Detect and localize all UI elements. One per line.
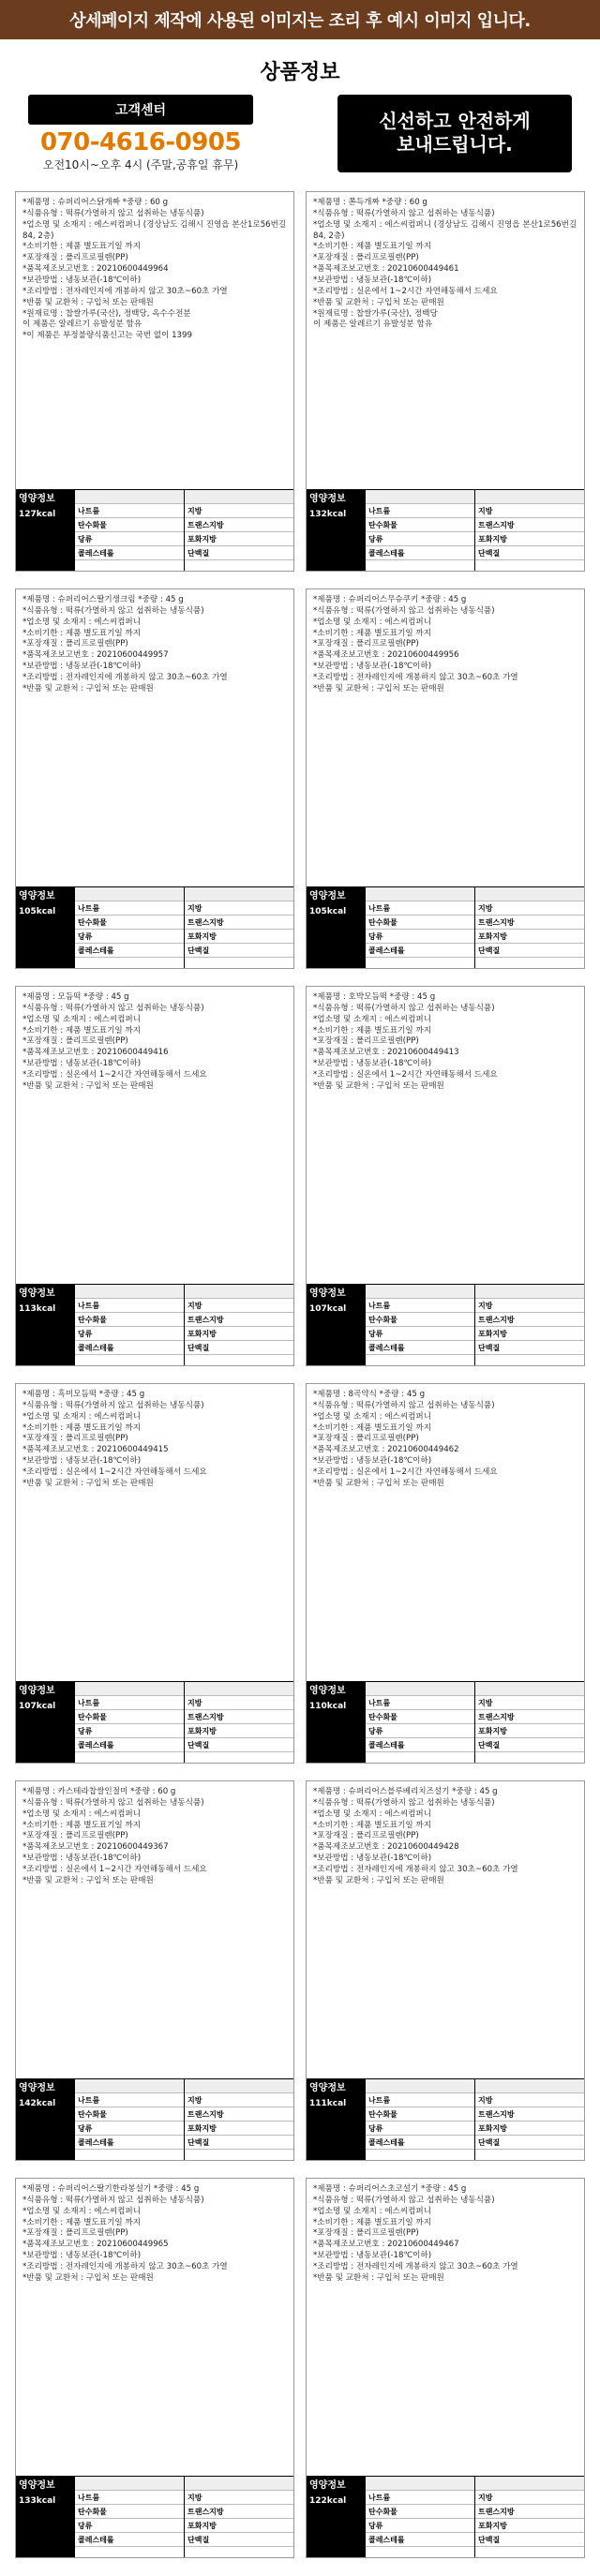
product-info-line: *포장재질 : 폴리프로필렌(PP) [313,639,419,649]
nutrition-row: 트랜스지방 [185,916,293,930]
product-info-line: *업소명 및 소재지 : 에스씨컴퍼니 [313,1809,432,1819]
nutrition-facts [307,2078,584,2160]
nutrition-row: 포화지방 [475,930,584,944]
nutrition-row: 당류 [75,2519,184,2533]
nutrition-row: 당류 [366,1724,474,1738]
nutrition-row: 콜레스테롤 [75,546,184,560]
product-name: *제품명 : 슈퍼리어스무슈쿠키 *중량 : 45 g [313,595,467,604]
product-info-line: *조리방법 : 전자레인지에 개봉하지 않고 30초~60초 가열 [313,1865,518,1875]
nutrition-row: 나트륨 [75,504,184,518]
product-info-line: *조리방법 : 전자레인지에 개봉하지 않고 30초~60초 가열 [22,673,228,683]
product-info-line: 이 제품은 알레르기 유발성분 함유 [22,320,142,330]
nutrition-row: 트랜스지방 [185,1313,293,1327]
nutrition-row: 포화지방 [185,930,293,944]
nutrition-row: 콜레스테롤 [75,2533,184,2547]
nutrition-row: 당류 [366,2122,474,2136]
nutrition-row: 트랜스지방 [475,1313,584,1327]
product-info-line: *업소명 및 소재지 : 에스씨컴퍼니 [22,2206,142,2216]
product-info-line: *반품 및 교환처 : 구입처 또는 판매원 [313,683,444,693]
nutrition-row: 탄수화물 [366,1710,474,1724]
cs-hours: 오전10시~오후 4시 (주말,공휴일 휴무) [42,158,239,171]
product-info-line: *보관방법 : 냉동보관(-18℃이하) [22,1059,142,1069]
nutrition-facts [16,1681,293,1763]
nutrition-row: 지방 [185,2491,293,2505]
product-info-line: *포장재질 : 폴리프로필렌(PP) [313,1434,419,1444]
page-title: 상품정보 [260,61,340,84]
product-info-line: *조리방법 : 실온에서 1~2시간 자연해동해서 드세요 [313,1467,498,1478]
nutrition-row: 트랜스지방 [475,518,584,532]
product-info-line: *식품유형 : 떡류(가열하지 않고 섭취하는 냉동식품) [313,208,495,218]
product-info-line: *식품유형 : 떡류(가열하지 않고 섭취하는 냉동식품) [22,2195,204,2205]
product-info-line: *반품 및 교환처 : 구입처 또는 판매원 [313,297,444,307]
product-info-line: *포장재질 : 폴리프로필렌(PP) [313,253,419,263]
product-info-line: *보관방법 : 냉동보관(-18℃이하) [22,2251,142,2261]
product-info-line: *반품 및 교환처 : 구입처 또는 판매원 [313,2272,444,2283]
nutrition-row: 탄수화물 [366,2505,474,2519]
nutrition-title: 영양정보 [19,2480,55,2491]
product-name: *제품명 : 호박모듬떡 *중량 : 45 g [313,992,436,1002]
product-name: *제품명 : 슈퍼리어스초코설기 *중량 : 45 g [313,2184,467,2194]
product-name: *제품명 : 쫀득개짜 *중량 : 60 g [313,198,428,207]
product-name: *제품명 : 슈퍼리어스딸기생크림 *중량 : 45 g [22,595,184,604]
product-info-line: *반품 및 교환처 : 구입처 또는 판매원 [313,1080,444,1091]
nutrition-row: 나트륨 [75,2491,184,2505]
nutrition-facts [16,489,293,571]
product-info-text [16,2179,293,2476]
product-info-line: *보관방법 : 냉동보관(-18℃이하) [22,662,142,672]
product-info-line: *품목제조보고번호 : 20210600449964 [22,264,169,275]
nutrition-facts [16,2078,293,2160]
nutrition-row: 지방 [185,1696,293,1710]
nutrition-row: 단백질 [475,2533,584,2547]
product-info-line: *보관방법 : 냉동보관(-18℃이하) [313,1456,432,1467]
nutrition-row: 나트륨 [366,504,474,518]
product-info-line: *소비기한 : 제품 별도표기일 까지 [22,628,142,638]
product-info-line: *소비기한 : 제품 별도표기일 까지 [313,1025,432,1035]
nutrition-row: 단백질 [185,546,293,560]
product-info-line: *보관방법 : 냉동보관(-18℃이하) [313,275,432,286]
fresh-delivery-badge: 신선하고 안전하게 보내드립니다. [338,95,572,172]
product-grid [0,172,600,2573]
nutrition-title: 영양정보 [19,494,55,504]
nutrition-kcal: 142kcal [19,2098,56,2108]
product-info-card [306,986,585,1366]
product-info-line: *업소명 및 소재지 : 에스씨컴퍼니 [313,1014,432,1024]
product-info-line: *품목제조보고번호 : 20210600449416 [22,1048,169,1058]
product-name: *제품명 : 8곡약식 *중량 : 45 g [313,1390,426,1399]
product-info-line: *반품 및 교환처 : 구입처 또는 판매원 [22,1080,154,1091]
nutrition-row: 콜레스테롤 [366,2533,474,2547]
cs-heading: 고객센터 [28,95,253,125]
product-info-line: *식품유형 : 떡류(가열하지 않고 섭취하는 냉동식품) [22,1400,204,1410]
nutrition-title: 영양정보 [309,494,346,504]
product-name: *제품명 : 슈퍼리어스닭개짜 *중량 : 60 g [22,198,169,207]
nutrition-row: 포화지방 [475,1327,584,1341]
nutrition-row: 당류 [75,532,184,546]
product-info-line: *식품유형 : 떡류(가열하지 않고 섭취하는 냉동식품) [22,1003,204,1013]
nutrition-row: 단백질 [185,1738,293,1752]
product-info-line: *품목제조보고번호 : 20210600449413 [313,1048,459,1058]
product-info-line: *반품 및 교환처 : 구입처 또는 판매원 [22,297,154,307]
nutrition-row: 단백질 [475,1341,584,1355]
product-info-text [16,192,293,489]
product-info-line: *조리방법 : 전자레인지에 개봉하지 않고 30초~60초 가열 [313,2262,518,2272]
nutrition-row: 콜레스테롤 [75,2136,184,2150]
nutrition-row: 포화지방 [185,1724,293,1738]
nutrition-row: 나트륨 [366,1299,474,1313]
product-info-line: *반품 및 교환처 : 구입처 또는 판매원 [22,1875,154,1885]
nutrition-row: 콜레스테롤 [366,944,474,958]
product-info-line: *반품 및 교환처 : 구입처 또는 판매원 [22,2272,154,2283]
product-info-line: *보관방법 : 냉동보관(-18℃이하) [22,1854,142,1864]
nutrition-row: 콜레스테롤 [75,944,184,958]
nutrition-title: 영양정보 [19,2083,55,2093]
product-info-line: *소비기한 : 제품 별도표기일 까지 [22,1025,142,1035]
nutrition-kcal: 127kcal [19,509,56,519]
product-info-text [307,2179,584,2476]
nutrition-row: 지방 [475,1696,584,1710]
product-info-line: *보관방법 : 냉동보관(-18℃이하) [22,1456,142,1467]
product-info-card [306,2178,585,2558]
nutrition-row: 단백질 [475,944,584,958]
product-info-line: *품목제조보고번호 : 20210600449467 [313,2240,459,2250]
nutrition-kcal: 107kcal [309,1303,347,1314]
nutrition-row: 단백질 [475,546,584,560]
nutrition-kcal: 113kcal [19,1303,56,1314]
nutrition-row: 탄수화물 [366,2107,474,2122]
product-info-line: *업소명 및 소재지 : 에스씨컴퍼니 [22,1411,142,1422]
product-info-line: *업소명 및 소재지 : 에스씨컴퍼니 [22,1809,142,1819]
product-info-card [306,588,585,969]
product-info-line: *보관방법 : 냉동보관(-18℃이하) [313,2251,432,2261]
nutrition-kcal: 133kcal [19,2495,56,2506]
product-info-card [15,1383,294,1764]
nutrition-row: 탄수화물 [366,1313,474,1327]
product-info-line: *식품유형 : 떡류(가열하지 않고 섭취하는 냉동식품) [313,2195,495,2205]
product-name: *제품명 : 슈퍼리어스블루베리치즈설기 *중량 : 45 g [313,1787,498,1796]
product-info-line: *반품 및 교환처 : 구입처 또는 판매원 [22,683,154,693]
nutrition-row: 나트륨 [75,2093,184,2107]
product-info-card [15,2178,294,2558]
nutrition-facts [307,1681,584,1763]
nutrition-row: 지방 [475,2491,584,2505]
product-info-line: *업소명 및 소재지 : 에스씨컴퍼니 [313,617,432,627]
nutrition-kcal: 107kcal [19,1701,56,1711]
nutrition-row: 당류 [366,2519,474,2533]
nutrition-kcal: 105kcal [309,906,347,916]
nutrition-row: 나트륨 [75,1299,184,1313]
product-info-line: *품목제조보고번호 : 20210600449367 [22,1842,169,1853]
product-info-line: *포장재질 : 폴리프로필렌(PP) [22,1036,128,1047]
nutrition-row: 포화지방 [475,2122,584,2136]
product-info-line: *소비기한 : 제품 별도표기일 까지 [22,2217,142,2227]
nutrition-title: 영양정보 [309,891,346,901]
cs-phone: 070-4616-0905 [39,128,242,156]
nutrition-row: 나트륨 [75,901,184,916]
product-info-line: *조리방법 : 실온에서 1~2시간 자연해동해서 드세요 [22,1070,207,1080]
customer-service [28,95,253,172]
nutrition-row: 콜레스테롤 [366,546,474,560]
notice-banner: 상세페이지 제작에 사용된 이미지는 조리 후 예시 이미지 입니다. [0,0,600,39]
nutrition-row: 지방 [475,504,584,518]
product-info-line: *품목제조보고번호 : 20210600449462 [313,1445,459,1455]
nutrition-row: 트랜스지방 [185,2107,293,2122]
product-name: *제품명 : 카스테라찹쌀인절미 *중량 : 60 g [22,1787,176,1796]
product-info-line: *품목제조보고번호 : 20210600449957 [22,650,169,661]
product-info-line: *반품 및 교환처 : 구입처 또는 판매원 [313,1478,444,1488]
nutrition-facts [307,886,584,968]
nutrition-row: 콜레스테롤 [75,1738,184,1752]
product-info-line: *품목제조보고번호 : 20210600449461 [313,264,459,275]
product-info-line: *포장재질 : 폴리프로필렌(PP) [22,1831,128,1841]
nutrition-row: 나트륨 [366,1696,474,1710]
product-name: *제품명 : 모듬떡 *중량 : 45 g [22,992,129,1002]
nutrition-row: 포화지방 [475,2519,584,2533]
product-info-card [15,191,294,572]
nutrition-row: 트랜스지방 [185,1710,293,1724]
product-info-line: *업소명 및 소재지 : 에스씨컴퍼니 [22,1014,142,1024]
nutrition-row: 포화지방 [185,532,293,546]
nutrition-row: 콜레스테롤 [366,1341,474,1355]
product-info-line: *식품유형 : 떡류(가열하지 않고 섭취하는 냉동식품) [313,1400,495,1410]
nutrition-row: 나트륨 [75,1696,184,1710]
nutrition-row: 탄수화물 [75,1313,184,1327]
nutrition-row: 지방 [185,2093,293,2107]
nutrition-row: 탄수화물 [75,518,184,532]
product-info-text [307,192,584,489]
product-info-line: *업소명 및 소재지 : 에스씨컴퍼니 [313,1411,432,1422]
product-info-line: *식품유형 : 떡류(가열하지 않고 섭취하는 냉동식품) [22,208,204,218]
product-info-line: *소비기한 : 제품 별도표기일 까지 [22,242,142,252]
nutrition-row: 트랜스지방 [475,916,584,930]
nutrition-row: 탄수화물 [75,2107,184,2122]
nutrition-row: 당류 [366,532,474,546]
nutrition-row: 단백질 [475,2136,584,2150]
product-info-line: *식품유형 : 떡류(가열하지 않고 섭취하는 냉동식품) [313,605,495,616]
nutrition-title: 영양정보 [19,1288,55,1299]
nutrition-kcal: 105kcal [19,906,56,916]
nutrition-row: 단백질 [185,2136,293,2150]
product-info-line: *보관방법 : 냉동보관(-18℃이하) [22,275,142,286]
product-info-line: *조리방법 : 실온에서 1~2시간 자연해동해서 드세요 [313,286,498,296]
product-info-line: *품목제조보고번호 : 20210600449956 [313,650,459,661]
product-info-card [15,1780,294,2161]
nutrition-row: 당류 [75,2122,184,2136]
product-info-line: *원재료명 : 찹쌀가루(국산), 정백당 [313,308,438,319]
nutrition-row: 당류 [75,1724,184,1738]
product-info-text [16,987,293,1284]
product-info-line: *소비기한 : 제품 별도표기일 까지 [313,1422,432,1433]
product-info-line: *소비기한 : 제품 별도표기일 까지 [22,1422,142,1433]
nutrition-row: 당류 [366,1327,474,1341]
product-info-line: *조리방법 : 전자레인지에 개봉하지 않고 30초~60초 가열 [313,673,518,683]
product-info-card [15,986,294,1366]
nutrition-row: 트랜스지방 [475,1710,584,1724]
product-info-text [16,1781,293,2078]
nutrition-row: 단백질 [475,1738,584,1752]
product-info-line: *소비기한 : 제품 별도표기일 까지 [313,1820,432,1830]
nutrition-row: 지방 [185,504,293,518]
nutrition-row: 탄수화물 [75,916,184,930]
nutrition-row: 나트륨 [366,2491,474,2505]
product-info-line: *업소명 및 소재지 : 에스씨컴퍼니 [22,617,142,627]
product-info-line: *포장재질 : 폴리프로필렌(PP) [22,2228,128,2239]
product-info-line: *조리방법 : 실온에서 1~2시간 자연해동해서 드세요 [22,1865,207,1875]
product-info-line: *이 제품은 부정불량식품신고는 국번 없이 1399 [22,331,192,341]
product-info-line: 이 제품은 알레르기 유발성분 함유 [313,320,433,330]
product-info-line: *업소명 및 소재지 : 에스씨컴퍼니 [313,2206,432,2216]
product-info-line: *조리방법 : 전자레인지에 개봉하지 않고 30초~60초 가열 [22,286,228,296]
nutrition-row: 포화지방 [185,2122,293,2136]
nutrition-row: 포화지방 [475,1724,584,1738]
product-info-line: *조리방법 : 실온에서 1~2시간 자연해동해서 드세요 [313,1070,498,1080]
nutrition-row: 탄수화물 [366,916,474,930]
product-info-line: *반품 및 교환처 : 구입처 또는 판매원 [313,1875,444,1885]
nutrition-row: 당류 [75,930,184,944]
nutrition-row: 당류 [366,930,474,944]
product-info-line: *품목제조보고번호 : 20210600449965 [22,2240,169,2250]
nutrition-row: 지방 [185,1299,293,1313]
nutrition-row: 탄수화물 [75,1710,184,1724]
nutrition-row: 탄수화물 [75,2505,184,2519]
product-info-text [307,1781,584,2078]
product-info-line: *식품유형 : 떡류(가열하지 않고 섭취하는 냉동식품) [313,1003,495,1013]
nutrition-row: 지방 [475,1299,584,1313]
nutrition-row: 나트륨 [366,2093,474,2107]
nutrition-kcal: 111kcal [309,2098,347,2108]
nutrition-row: 트랜스지방 [475,2505,584,2519]
product-info-line: *소비기한 : 제품 별도표기일 까지 [313,242,432,252]
nutrition-row: 당류 [75,1327,184,1341]
product-info-line: *식품유형 : 떡류(가열하지 않고 섭취하는 냉동식품) [22,1797,204,1808]
nutrition-row: 포화지방 [185,1327,293,1341]
product-info-line: *포장재질 : 폴리프로필렌(PP) [22,1434,128,1444]
product-info-card [306,1780,585,2161]
product-info-line: *포장재질 : 폴리프로필렌(PP) [22,253,128,263]
nutrition-facts [16,1284,293,1365]
nutrition-facts [16,886,293,968]
nutrition-facts [307,489,584,571]
nutrition-row: 나트륨 [366,901,474,916]
nutrition-title: 영양정보 [309,2083,346,2093]
nutrition-title: 영양정보 [19,891,55,901]
product-info-line: *원재료명 : 찹쌀가루(국산), 정백당, 옥수수전분 [22,308,191,319]
product-info-line: *식품유형 : 떡류(가열하지 않고 섭취하는 냉동식품) [22,605,204,616]
nutrition-row: 트랜스지방 [475,2107,584,2122]
product-info-line: *포장재질 : 폴리프로필렌(PP) [313,1036,419,1047]
product-info-line: *업소명 및 소재지 : 에스씨컴퍼니 (경상남도 김해시 진영읍 본산1로56번길 84, 2층) [22,219,287,241]
nutrition-title: 영양정보 [309,1288,346,1299]
nutrition-facts [16,2476,293,2557]
nutrition-row: 지방 [475,901,584,916]
product-info-text [307,987,584,1284]
product-info-text [16,1384,293,1681]
product-info-card [306,1383,585,1764]
product-info-line: *포장재질 : 폴리프로필렌(PP) [313,2228,419,2239]
nutrition-row: 포화지방 [475,532,584,546]
product-info-text [307,1384,584,1681]
product-info-line: *조리방법 : 전자레인지에 개봉하지 않고 30초~60초 가열 [22,2262,228,2272]
nutrition-facts [307,2476,584,2557]
nutrition-row: 트랜스지방 [185,518,293,532]
nutrition-row: 콜레스테롤 [366,1738,474,1752]
nutrition-row: 탄수화물 [366,518,474,532]
product-info-line: *식품유형 : 떡류(가열하지 않고 섭취하는 냉동식품) [313,1797,495,1808]
product-info-line: *반품 및 교환처 : 구입처 또는 판매원 [22,1478,154,1488]
nutrition-row: 콜레스테롤 [366,2136,474,2150]
nutrition-kcal: 110kcal [309,1701,347,1711]
product-info-line: *포장재질 : 폴리프로필렌(PP) [313,1831,419,1841]
product-info-line: *보관방법 : 냉동보관(-18℃이하) [313,662,432,672]
nutrition-row: 단백질 [185,944,293,958]
product-info-line: *소비기한 : 제품 별도표기일 까지 [313,628,432,638]
nutrition-row: 트랜스지방 [185,2505,293,2519]
nutrition-title: 영양정보 [309,1686,346,1696]
product-info-line: *소비기한 : 제품 별도표기일 까지 [313,2217,432,2227]
nutrition-row: 단백질 [185,1341,293,1355]
product-info-line: *보관방법 : 냉동보관(-18℃이하) [313,1059,432,1069]
product-info-line: *소비기한 : 제품 별도표기일 까지 [22,1820,142,1830]
nutrition-kcal: 132kcal [309,509,347,519]
nutrition-row: 지방 [185,901,293,916]
nutrition-row: 포화지방 [185,2519,293,2533]
product-info-card [306,191,585,572]
product-info-text [16,589,293,886]
nutrition-title: 영양정보 [309,2480,346,2491]
nutrition-row: 단백질 [185,2533,293,2547]
product-info-line: *품목제조보고번호 : 20210600449415 [22,1445,169,1455]
product-info-line: *조리방법 : 실온에서 1~2시간 자연해동해서 드세요 [22,1467,207,1478]
nutrition-kcal: 122kcal [309,2495,347,2506]
nutrition-row: 콜레스테롤 [75,1341,184,1355]
product-info-line: *포장재질 : 폴리프로필렌(PP) [22,639,128,649]
product-info-line: *품목제조보고번호 : 20210600449428 [313,1842,459,1853]
product-info-line: *보관방법 : 냉동보관(-18℃이하) [313,1854,432,1864]
nutrition-facts [307,1284,584,1365]
product-info-text [307,589,584,886]
product-info-card [15,588,294,969]
product-name: *제품명 : 슈퍼리어스딸기한라봉설기 *중량 : 45 g [22,2184,200,2194]
product-info-line: *업소명 및 소재지 : 에스씨컴퍼니 (경상남도 김해시 진영읍 본산1로56번길 84, 2층) [313,219,578,241]
nutrition-title: 영양정보 [19,1686,55,1696]
product-name: *제품명 : 흑미모듬떡 *중량 : 45 g [22,1390,145,1399]
nutrition-row: 지방 [475,2093,584,2107]
